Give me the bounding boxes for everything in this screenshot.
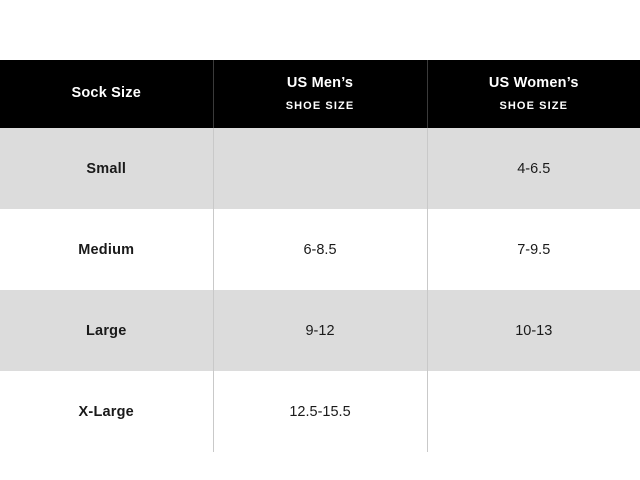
cell-mens-shoe-size: 9-12 (213, 290, 427, 371)
column-header-subtitle: SHOE SIZE (499, 99, 569, 112)
cell-sock-size: Small (0, 128, 213, 209)
table-body (0, 128, 640, 452)
cell-womens-shoe-size: 10-13 (427, 290, 640, 371)
cell-womens-shoe-size: 4-6.5 (427, 128, 640, 209)
table-header (0, 60, 640, 128)
column-header-us-mens (213, 60, 427, 128)
size-chart-table-wrapper (0, 60, 640, 452)
cell-mens-shoe-size: 6-8.5 (213, 209, 427, 290)
column-header-title: US Men’s (286, 75, 354, 92)
table-row (0, 290, 640, 371)
column-header-subtitle: SHOE SIZE (285, 99, 355, 112)
table-row (0, 371, 640, 452)
cell-sock-size: X-Large (0, 371, 213, 452)
column-header-us-womens (427, 60, 640, 128)
cell-sock-size: Large (0, 290, 213, 371)
cell-mens-shoe-size (213, 128, 427, 209)
column-header-title: Sock Size (71, 85, 141, 102)
cell-womens-shoe-size (427, 371, 640, 452)
cell-womens-shoe-size: 7-9.5 (427, 209, 640, 290)
cell-sock-size: Medium (0, 209, 213, 290)
cell-mens-shoe-size: 12.5-15.5 (213, 371, 427, 452)
column-header-title: US Women’s (488, 75, 579, 92)
table-row (0, 209, 640, 290)
column-header-sock-size (0, 60, 213, 128)
table-header-row (0, 60, 640, 128)
size-chart-table (0, 60, 640, 452)
table-row (0, 128, 640, 209)
